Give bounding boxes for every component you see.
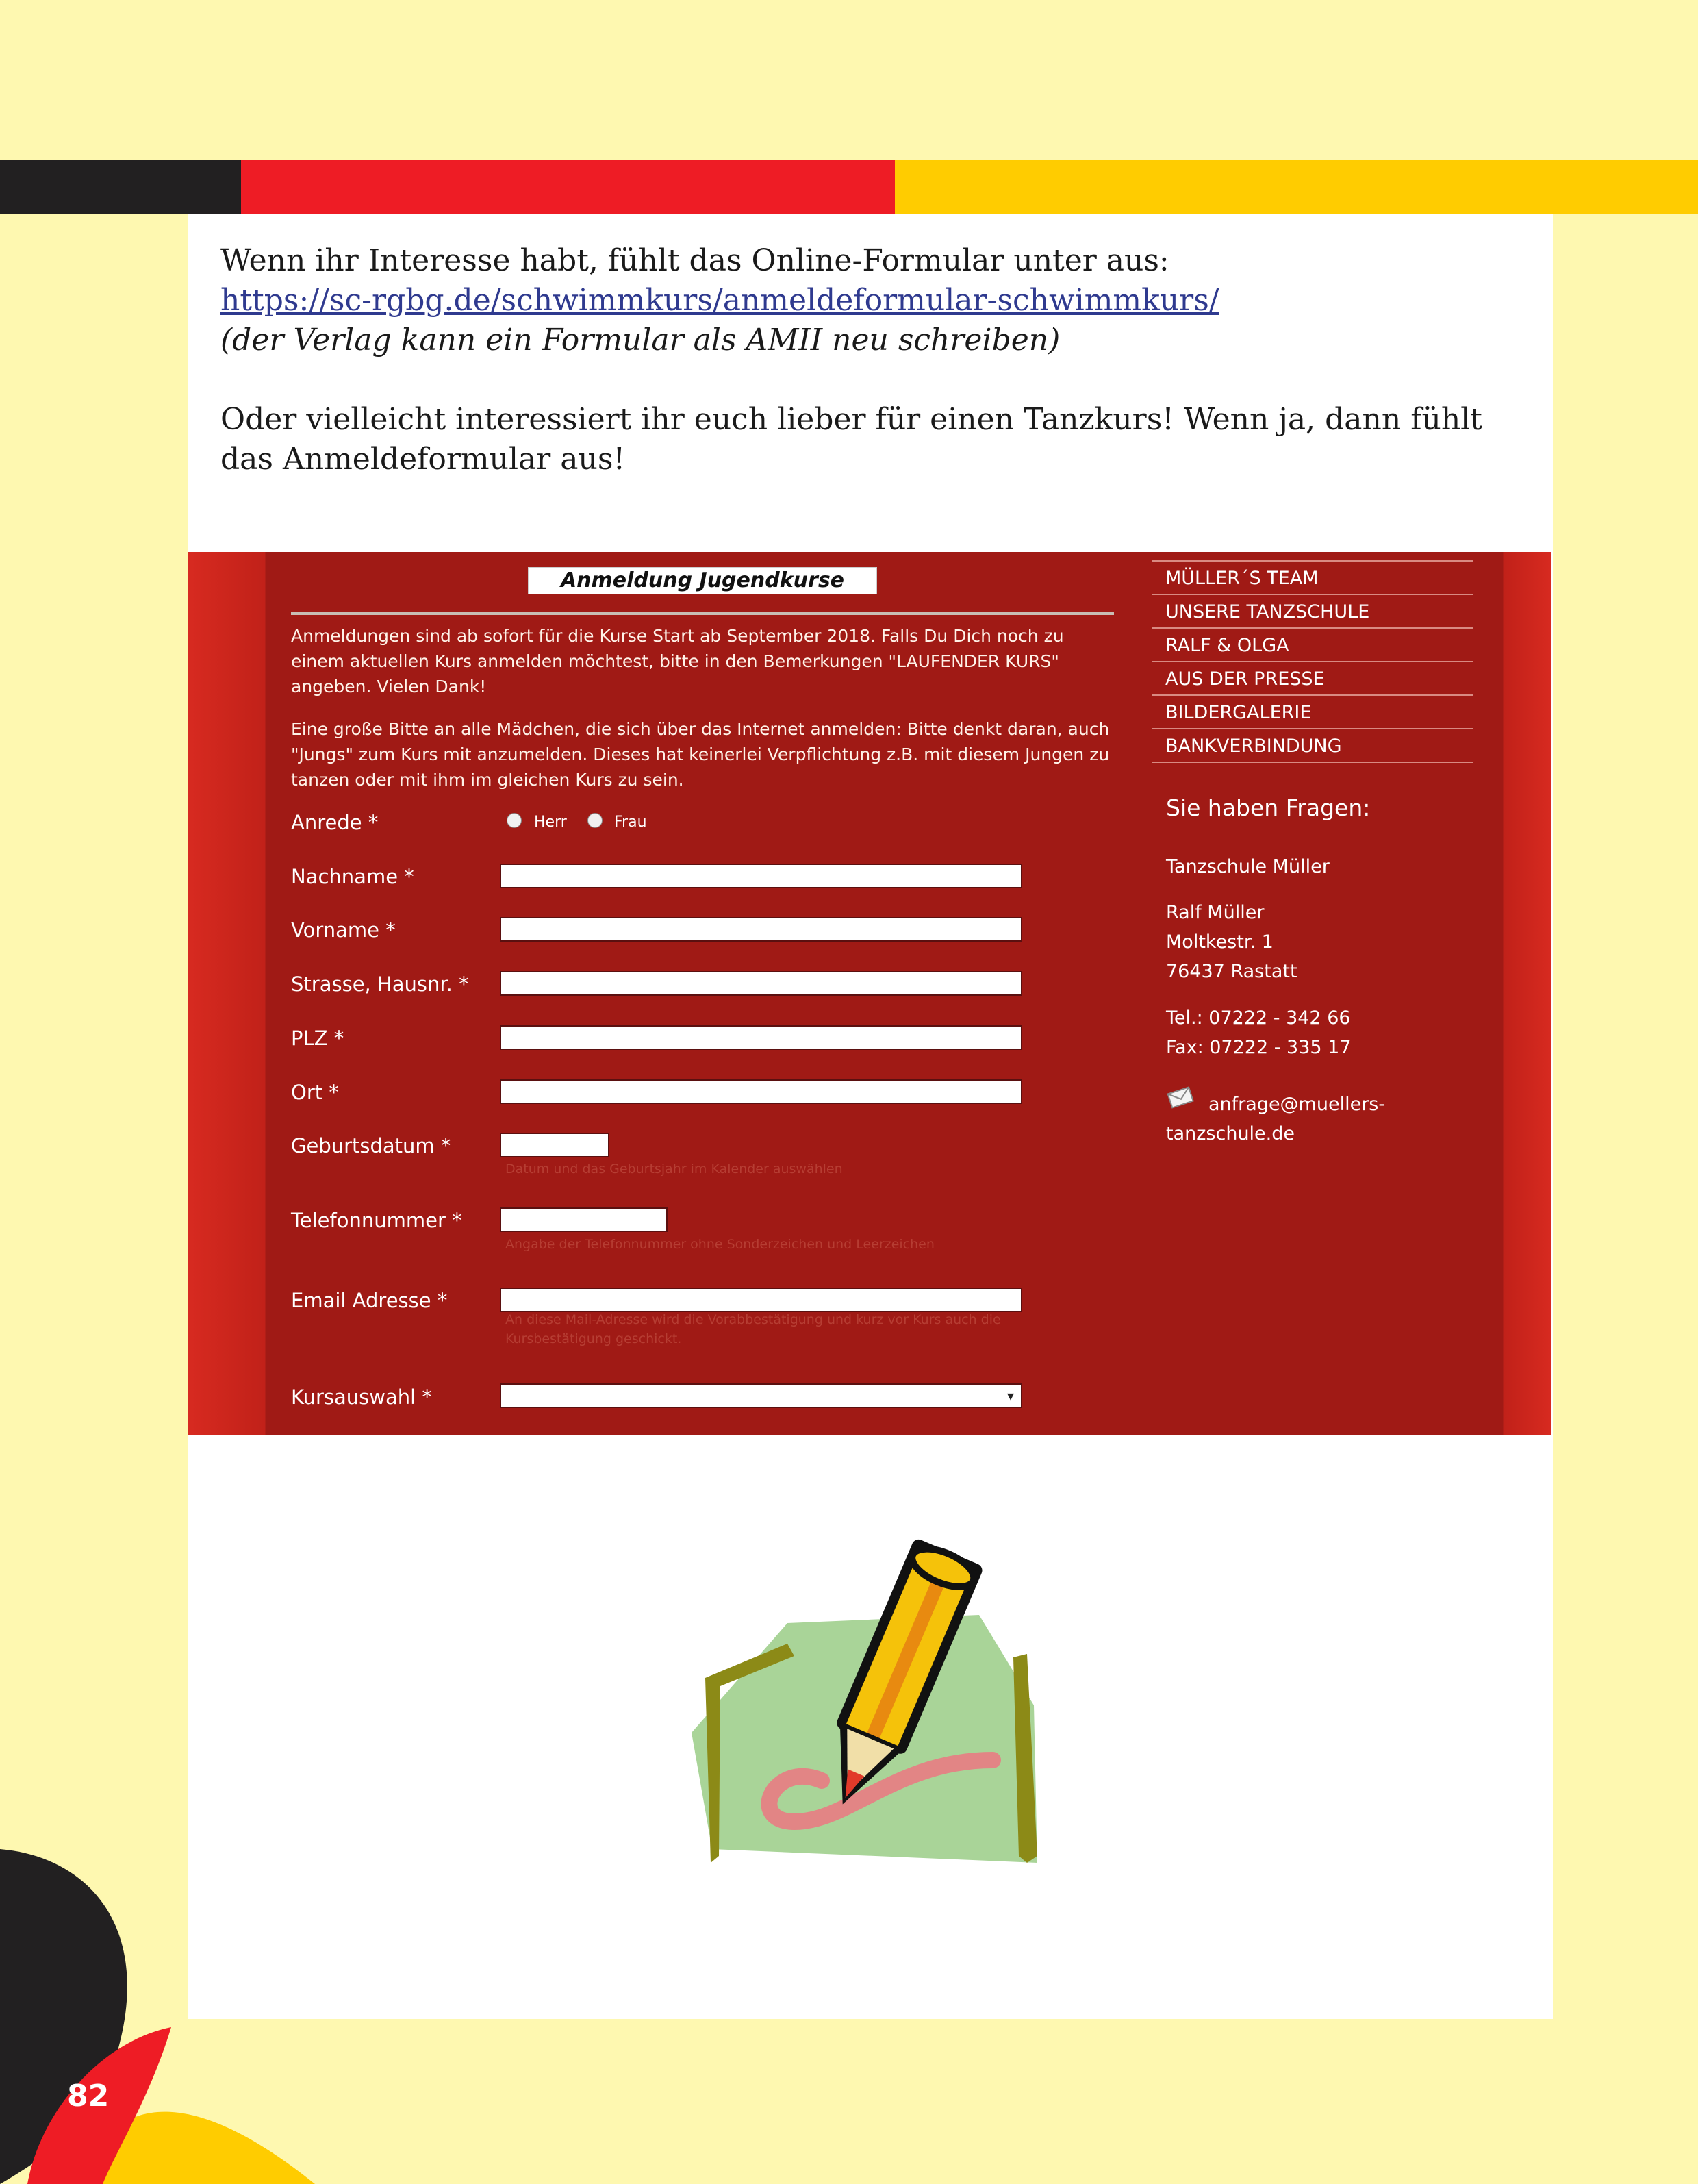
corner-decoration: [0, 1849, 315, 2184]
menu-item-ralf-olga[interactable]: RALF & OLGA: [1152, 627, 1473, 661]
geburtsdatum-hint: Datum und das Geburtsjahr im Kalender auswählen: [505, 1162, 843, 1177]
radio-herr[interactable]: [507, 813, 522, 828]
anrede-label: Anrede *: [291, 811, 379, 834]
menu-item-bankverbindung[interactable]: BANKVERBINDUNG: [1152, 728, 1473, 762]
flag-stripe-black: [0, 160, 241, 214]
dance-course-paragraph: Oder vielleicht interessiert ihr euch lieber für einen Tanzkurs! Wenn ja, dann fühlt das Anmeldeformular aus!: [220, 402, 1482, 477]
contact-city: 76437 Rastatt: [1166, 961, 1297, 982]
side-menu: [1152, 560, 1473, 763]
vorname-input[interactable]: [500, 917, 1022, 942]
contact-school: Tanzschule Müller: [1166, 856, 1330, 877]
form-title: Anmeldung Jugendkurse: [528, 567, 877, 594]
telefon-hint: Angabe der Telefonnummer ohne Sonderzeichen und Leerzeichen: [505, 1237, 935, 1252]
kursauswahl-select[interactable]: [500, 1383, 1022, 1408]
page-number: 82: [67, 2079, 110, 2113]
nachname-label: Nachname *: [291, 865, 414, 888]
radio-frau[interactable]: [587, 813, 603, 828]
ort-input[interactable]: [500, 1079, 1022, 1104]
geburtsdatum-input[interactable]: [500, 1133, 609, 1157]
pencil-clipart: [692, 1534, 1041, 1890]
flag-stripe-gold: [895, 160, 1698, 214]
title-divider: [291, 612, 1114, 615]
publisher-note: (der Verlag kann ein Formular als AMII neu schreiben): [220, 323, 1061, 357]
menu-item-bildergalerie[interactable]: BILDERGALERIE: [1152, 694, 1473, 728]
telefon-label: Telefonnummer *: [291, 1209, 462, 1232]
contact-person: Ralf Müller: [1166, 902, 1265, 923]
kursauswahl-label: Kursauswahl *: [291, 1385, 432, 1409]
email-input[interactable]: [500, 1288, 1022, 1312]
ort-label: Ort *: [291, 1081, 339, 1104]
radio-herr-label: Herr: [534, 814, 567, 831]
intro-line: Wenn ihr Interesse habt, fühlt das Online-Formular unter aus:: [220, 243, 1169, 278]
envelope-icon: [1166, 1085, 1195, 1109]
menu-item-team[interactable]: MÜLLER´S TEAM: [1152, 560, 1473, 594]
menu-item-tanzschule[interactable]: UNSERE TANZSCHULE: [1152, 594, 1473, 627]
notice-start: Anmeldungen sind ab sofort für die Kurse Start ab September 2018. Falls Du Dich noch zu einem aktuellen Kurs anmelden möchtest, bitte in den Bemerkungen "LAUFENDER KURS" angeben. Vielen Dank!: [291, 626, 1064, 696]
contact-street: Moltkestr. 1: [1166, 931, 1274, 953]
geburtsdatum-label: Geburtsdatum *: [291, 1134, 451, 1157]
nachname-input[interactable]: [500, 864, 1022, 888]
contact-email-line1[interactable]: anfrage@muellers-: [1208, 1094, 1386, 1115]
email-hint: An diese Mail-Adresse wird die Vorabbestätigung und kurz vor Kurs auch die Kursbestätigung geschickt.: [505, 1312, 1001, 1346]
email-label: Email Adresse *: [291, 1289, 448, 1312]
radio-frau-label: Frau: [614, 814, 647, 831]
contact-tel: Tel.: 07222 - 342 66: [1166, 1007, 1351, 1029]
registration-link[interactable]: https://sc-rgbg.de/schwimmkurs/anmeldeformular-schwimmkurs/: [220, 283, 1219, 318]
strasse-label: Strasse, Hausnr. *: [291, 972, 469, 996]
flag-stripe-red: [241, 160, 895, 214]
vorname-label: Vorname *: [291, 918, 396, 942]
strasse-input[interactable]: [500, 971, 1022, 996]
intro-text: [220, 241, 1521, 479]
contact-fax: Fax: 07222 - 335 17: [1166, 1037, 1352, 1058]
notice-girls: Eine große Bitte an alle Mädchen, die sich über das Internet anmelden: Bitte denkt daran, auch "Jungs" zum Kurs mit anzumelden. Dieses hat keinerlei Verpflichtung z.B. mit diesem Jungen zu tanzen oder mit ihm im gleichen Kurs zu sein.: [291, 719, 1110, 790]
contact-email-line2[interactable]: tanzschule.de: [1166, 1123, 1295, 1144]
telefon-input[interactable]: [500, 1207, 668, 1232]
plz-input[interactable]: [500, 1025, 1022, 1050]
plz-label: PLZ *: [291, 1027, 344, 1050]
contact-heading: Sie haben Fragen:: [1166, 794, 1371, 821]
menu-item-presse[interactable]: AUS DER PRESSE: [1152, 661, 1473, 694]
chevron-down-icon: ▾: [1006, 1389, 1014, 1404]
registration-form-screenshot: [188, 552, 1551, 1435]
